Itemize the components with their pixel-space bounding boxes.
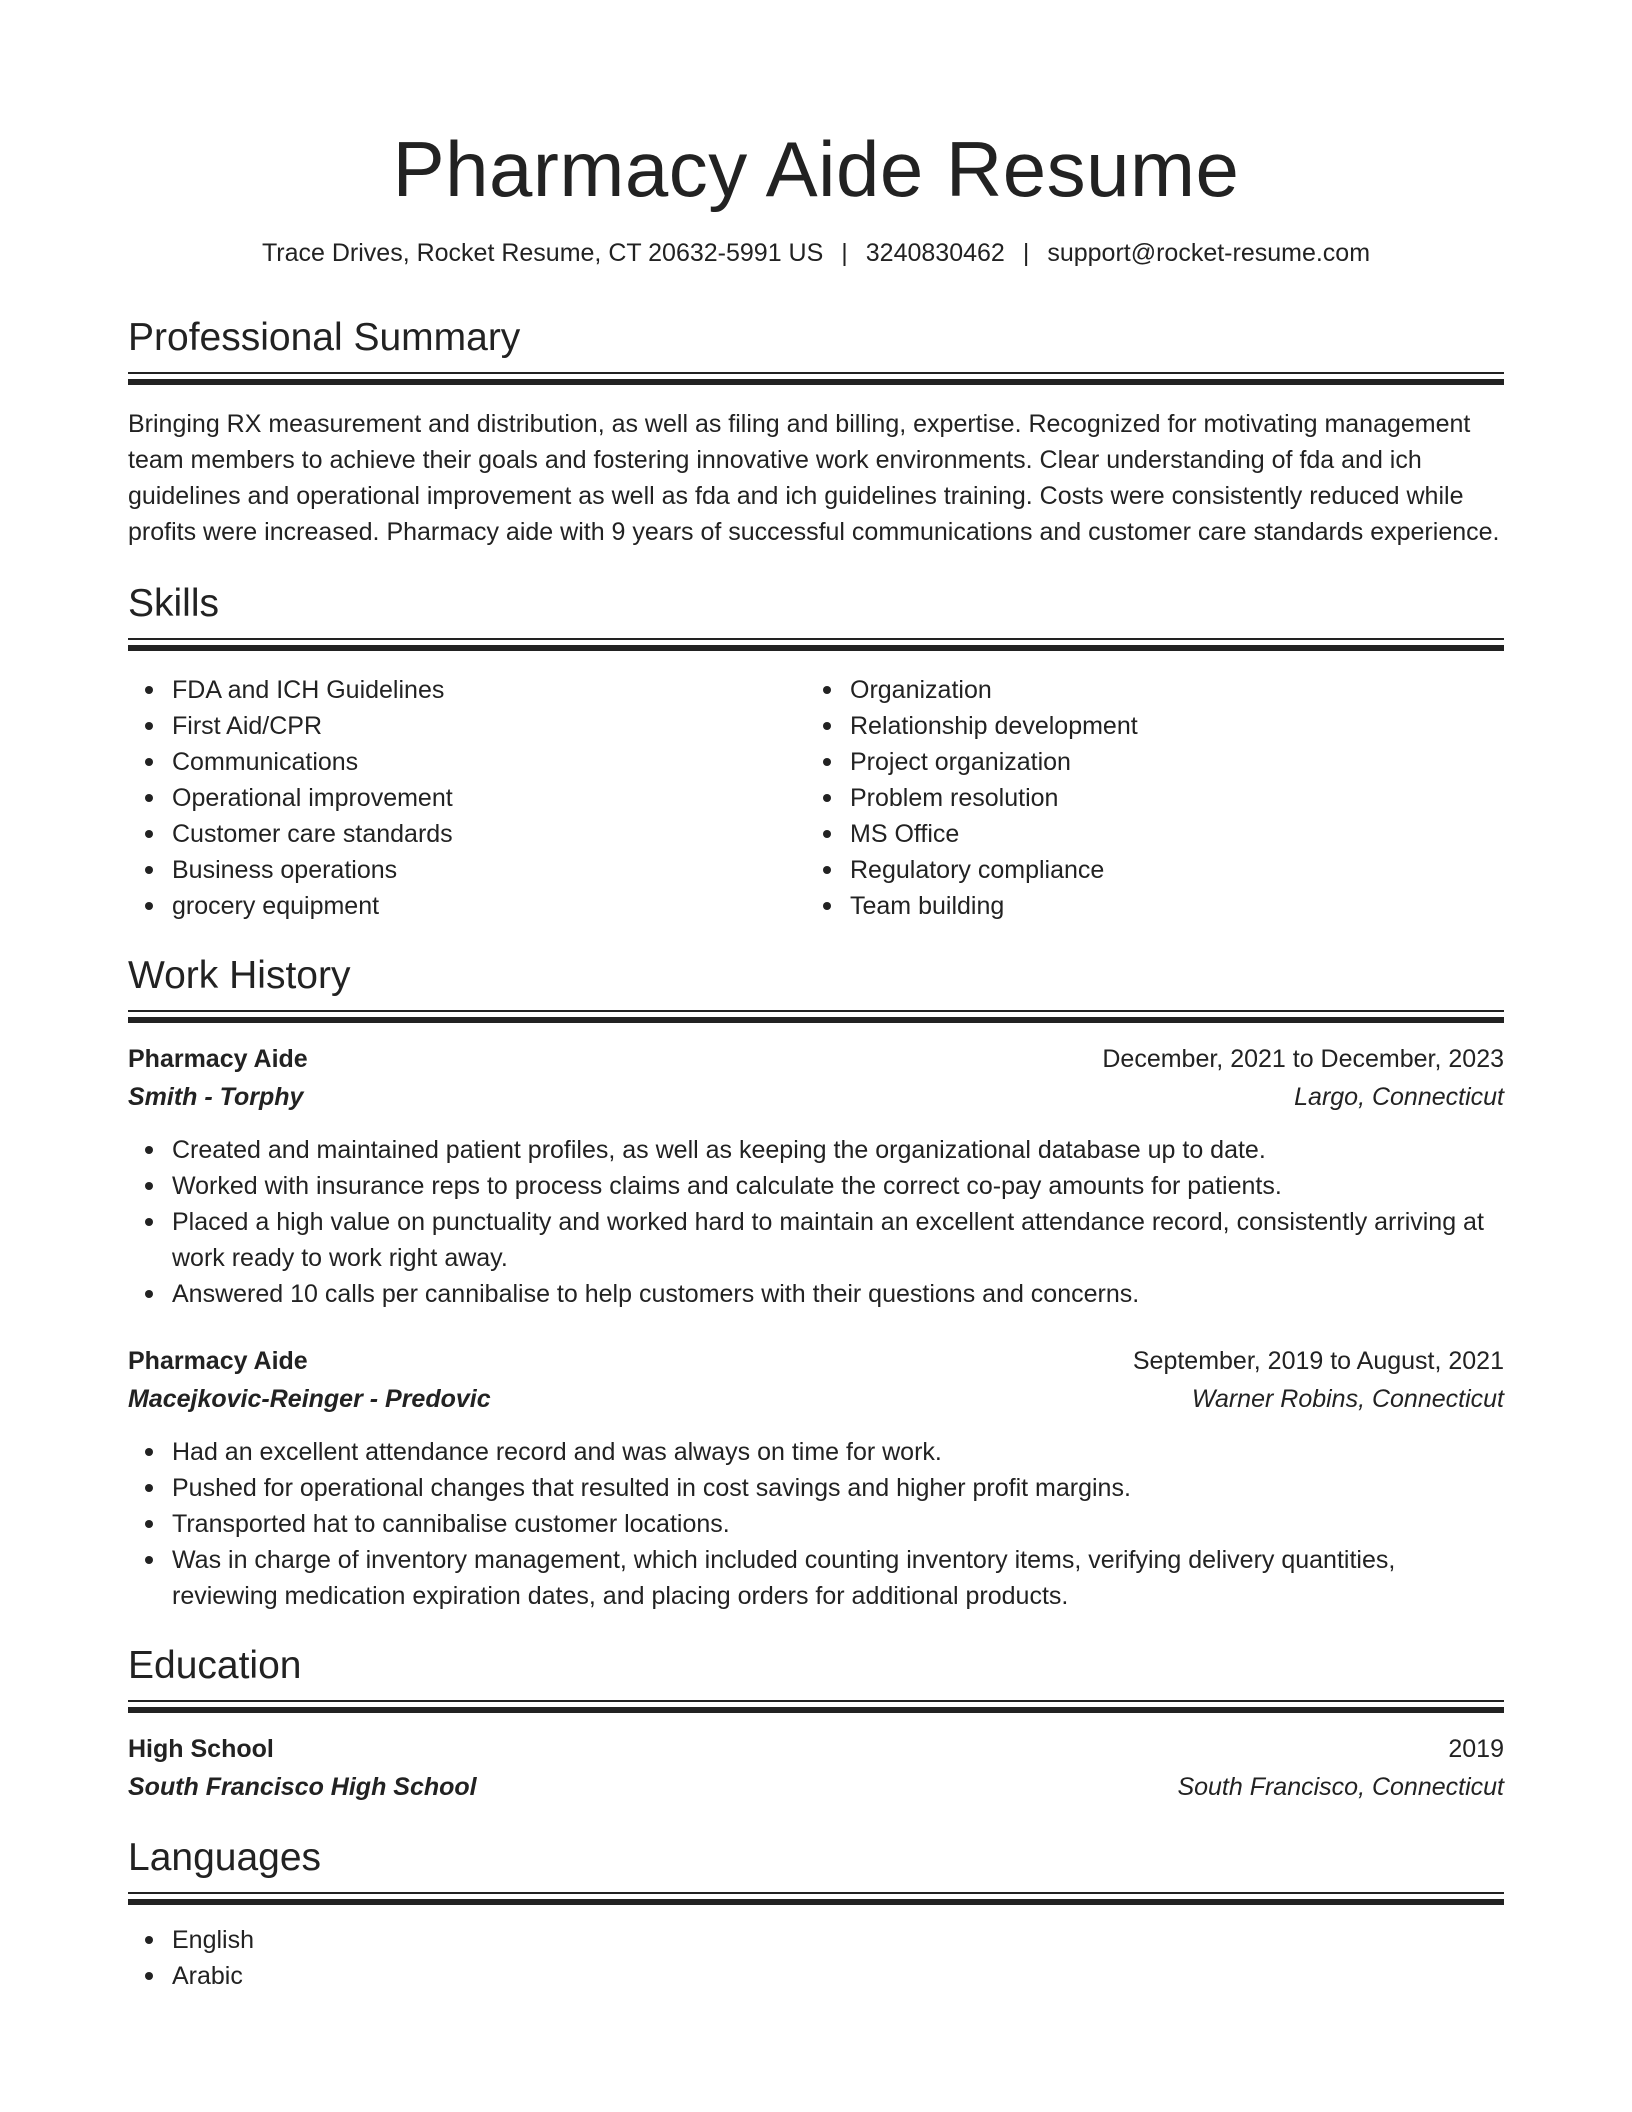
education-location: South Francisco, Connecticut bbox=[1177, 1773, 1504, 1801]
skills-column-left bbox=[128, 672, 806, 924]
contact-phone: 3240830462 bbox=[865, 239, 1005, 267]
languages-list bbox=[128, 1922, 1504, 1994]
job-location: Largo, Connecticut bbox=[1294, 1083, 1504, 1111]
contact-line bbox=[128, 236, 1504, 270]
job-title: Pharmacy Aide bbox=[128, 1347, 308, 1375]
skill-item: Organization bbox=[850, 672, 1484, 708]
contact-separator: | bbox=[841, 239, 848, 267]
work-history-heading: Work History bbox=[128, 954, 351, 997]
job-bullet: Pushed for operational changes that resulted in cost savings and higher profit margins. bbox=[172, 1470, 1504, 1506]
section-divider bbox=[128, 1700, 1504, 1714]
skill-item: Regulatory compliance bbox=[850, 852, 1484, 888]
contact-address: Trace Drives, Rocket Resume, CT 20632-5991 US bbox=[261, 239, 824, 267]
skills-heading: Skills bbox=[128, 582, 220, 625]
contact-separator: | bbox=[1022, 239, 1030, 267]
education-school: South Francisco High School bbox=[128, 1773, 477, 1801]
job-bullets bbox=[128, 1434, 1504, 1614]
job-dates: September, 2019 to August, 2021 bbox=[1132, 1347, 1504, 1375]
job-company: Smith - Torphy bbox=[128, 1083, 304, 1111]
job-title: Pharmacy Aide bbox=[128, 1045, 308, 1073]
skill-item: MS Office bbox=[850, 816, 1484, 852]
language-item: Arabic bbox=[172, 1958, 1504, 1994]
education-year: 2019 bbox=[1448, 1735, 1504, 1763]
education-degree: High School bbox=[128, 1735, 274, 1763]
skill-item: FDA and ICH Guidelines bbox=[172, 672, 806, 708]
work-history-section bbox=[128, 952, 1504, 1614]
resume-page bbox=[128, 0, 1504, 1994]
job-company: Macejkovic-Reinger - Predovic bbox=[128, 1385, 491, 1413]
summary-heading: Professional Summary bbox=[128, 316, 521, 359]
job-dates: December, 2021 to December, 2023 bbox=[1102, 1045, 1504, 1073]
education-entry bbox=[128, 1730, 1504, 1806]
language-item: English bbox=[172, 1922, 1504, 1958]
skill-item: Business operations bbox=[172, 852, 806, 888]
education-section bbox=[128, 1642, 1504, 1806]
job-bullet: Transported hat to cannibalise customer locations. bbox=[172, 1506, 1504, 1542]
job-bullet: Placed a high value on punctuality and worked hard to maintain an excellent attendance record, consistently arriving at work ready to work right away. bbox=[172, 1204, 1504, 1276]
skill-item: Communications bbox=[172, 744, 806, 780]
skills-section bbox=[128, 580, 1504, 924]
skill-item: Project organization bbox=[850, 744, 1484, 780]
skill-item: Team building bbox=[850, 888, 1484, 924]
education-heading: Education bbox=[128, 1644, 302, 1687]
skills-column-right bbox=[806, 672, 1484, 924]
contact-email: support@rocket-resume.com bbox=[1047, 239, 1371, 267]
job-bullet: Was in charge of inventory management, which included counting inventory items, verifying delivery quantities, reviewing medication expiration dates, and placing orders for additional products. bbox=[172, 1542, 1504, 1614]
skill-item: Customer care standards bbox=[172, 816, 806, 852]
summary-text: Bringing RX measurement and distribution, as well as filing and billing, expertise. Recognized for motivating management team members to achieve their goals and fostering innovative work environments. Clear understanding of fda and ich guidelines and operational improvement as well as fda and ich guidelines training. Costs were consistently reduced while profits were increased. Pharmacy aide with 9 years of successful communications and customer care standards experience. bbox=[128, 410, 1500, 546]
section-divider bbox=[128, 1892, 1504, 1906]
skill-item: Relationship development bbox=[850, 708, 1484, 744]
resume-title: Pharmacy Aide Resume bbox=[392, 125, 1240, 213]
languages-section bbox=[128, 1834, 1504, 1994]
skill-item: First Aid/CPR bbox=[172, 708, 806, 744]
skill-item: Operational improvement bbox=[172, 780, 806, 816]
skill-item: Problem resolution bbox=[850, 780, 1484, 816]
summary-section bbox=[128, 314, 1504, 550]
job-location: Warner Robins, Connecticut bbox=[1191, 1385, 1504, 1413]
languages-heading: Languages bbox=[128, 1836, 322, 1879]
job-entry bbox=[128, 1342, 1504, 1614]
skills-list bbox=[128, 672, 1504, 924]
section-divider bbox=[128, 638, 1504, 652]
section-divider bbox=[128, 1010, 1504, 1024]
job-bullet: Had an excellent attendance record and was always on time for work. bbox=[172, 1434, 1504, 1470]
job-bullet: Answered 10 calls per cannibalise to help customers with their questions and concerns. bbox=[172, 1276, 1504, 1312]
job-bullet: Worked with insurance reps to process claims and calculate the correct co-pay amounts for patients. bbox=[172, 1168, 1504, 1204]
section-divider bbox=[128, 372, 1504, 386]
job-bullet: Created and maintained patient profiles, as well as keeping the organizational database up to date. bbox=[172, 1132, 1504, 1168]
job-entry bbox=[128, 1040, 1504, 1312]
job-bullets bbox=[128, 1132, 1504, 1312]
skill-item: grocery equipment bbox=[172, 888, 806, 924]
